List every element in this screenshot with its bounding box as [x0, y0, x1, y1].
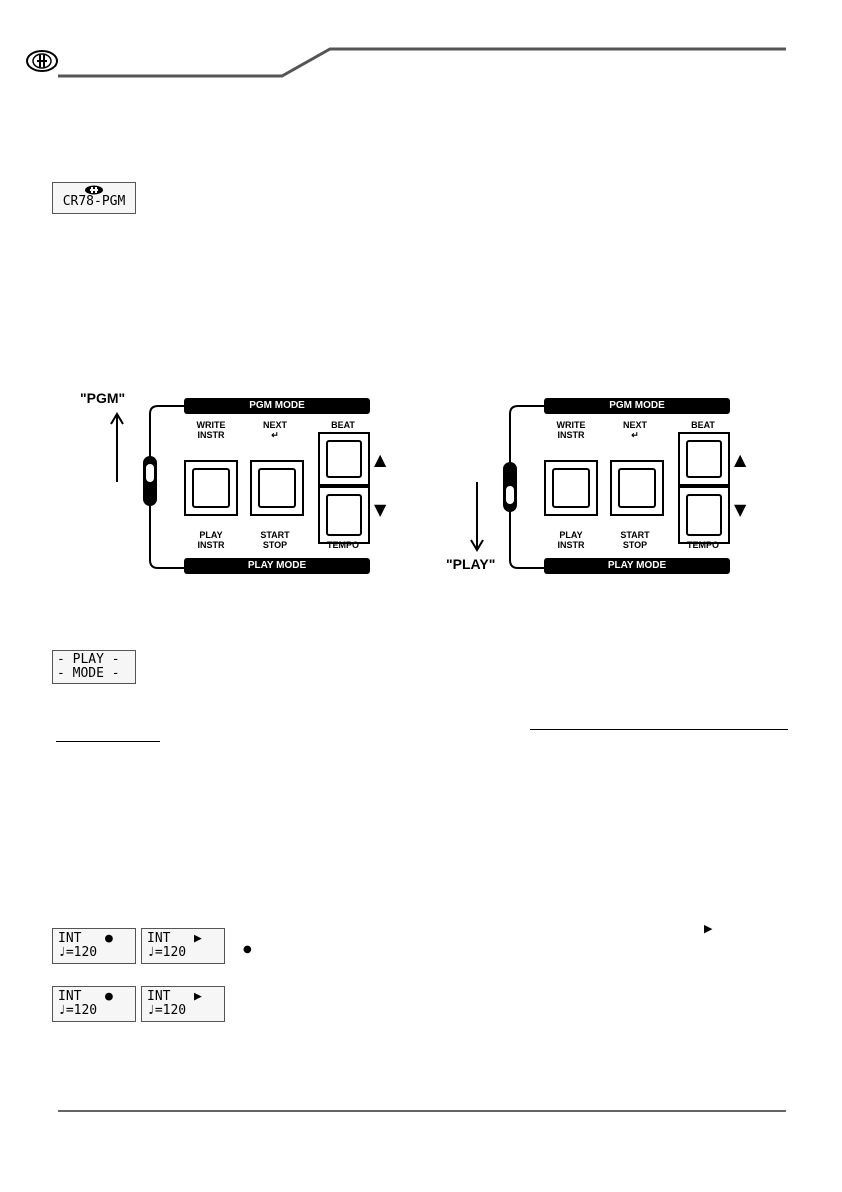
lcd-int-play — [141, 928, 225, 964]
lcd-int-record — [52, 986, 136, 1022]
lcd-line-1: INT ▶ — [147, 931, 202, 946]
underline-rule — [56, 741, 160, 742]
underline-rule — [530, 729, 788, 730]
lcd-line-2: - MODE - — [57, 666, 120, 681]
label-play-instr: PLAY INSTR — [197, 530, 225, 550]
down-triangle-icon: ▼ — [734, 500, 747, 519]
lcd-line-2: ♩=120 — [58, 945, 98, 960]
bar-pgm-mode: PGM MODE — [544, 398, 730, 414]
label-beat: BEAT — [331, 420, 355, 430]
beat-up-button[interactable] — [318, 432, 370, 486]
label-next: NEXT ↵ — [262, 420, 287, 440]
write-instr-button[interactable] — [544, 460, 598, 516]
lcd-line-2: ♩=120 — [58, 1003, 98, 1018]
bar-pgm-mode: PGM MODE — [184, 398, 370, 414]
lcd-line-2: ♩=120 — [147, 1003, 187, 1018]
header-rule — [0, 0, 842, 90]
enter-arrow-icon: ↵ — [271, 430, 279, 440]
lcd-play-mode — [52, 650, 136, 684]
lcd-line-1: INT ▶ — [147, 989, 202, 1004]
lcd-line-1: INT ● — [58, 931, 113, 946]
mode-switch[interactable] — [503, 462, 517, 512]
lcd-int-play — [141, 986, 225, 1022]
lcd-line-1: - PLAY - — [57, 652, 120, 667]
panel-left — [80, 390, 387, 580]
panel-right — [440, 390, 747, 590]
callout-pgm: "PGM" — [80, 390, 126, 406]
write-instr-button[interactable] — [184, 460, 238, 516]
callout-play: "PLAY" — [446, 556, 496, 572]
label-next: NEXT ↵ — [622, 420, 647, 440]
lcd-int-record — [52, 928, 136, 964]
lcd-cr78-pgm — [52, 182, 136, 214]
label-start-stop: START STOP — [260, 530, 290, 550]
enter-arrow-icon: ↵ — [631, 430, 639, 440]
record-dot-icon: ● — [243, 944, 252, 955]
up-triangle-icon: ▲ — [734, 450, 747, 469]
label-tempo: TEMPO — [326, 540, 359, 550]
play-triangle-icon: ▶ — [704, 922, 713, 935]
beat-up-button[interactable] — [678, 432, 730, 486]
switch-knob — [506, 486, 514, 504]
up-triangle-icon: ▲ — [374, 450, 387, 469]
label-write-instr: WRITE INSTR — [196, 420, 226, 440]
lcd-text: CR78-PGM — [62, 194, 126, 209]
down-triangle-icon: ▼ — [374, 500, 387, 519]
lcd-line-2: ♩=120 — [147, 945, 187, 960]
next-start-stop-button[interactable] — [250, 460, 304, 516]
label-start-stop: START STOP — [620, 530, 650, 550]
switch-knob — [146, 464, 154, 482]
label-play-instr: PLAY INSTR — [557, 530, 585, 550]
tempo-down-button[interactable] — [678, 486, 730, 544]
mode-switch[interactable] — [143, 456, 157, 506]
label-write-instr: WRITE INSTR — [556, 420, 586, 440]
label-tempo: TEMPO — [686, 540, 719, 550]
tempo-down-button[interactable] — [318, 486, 370, 544]
lcd-line-1: INT ● — [58, 989, 113, 1004]
arrow-up-icon — [110, 412, 124, 482]
footer-rule — [58, 1110, 786, 1112]
bar-play-mode: PLAY MODE — [544, 558, 730, 574]
arrow-down-icon — [470, 482, 484, 552]
next-start-stop-button[interactable] — [610, 460, 664, 516]
bar-play-mode: PLAY MODE — [184, 558, 370, 574]
label-beat: BEAT — [691, 420, 715, 430]
